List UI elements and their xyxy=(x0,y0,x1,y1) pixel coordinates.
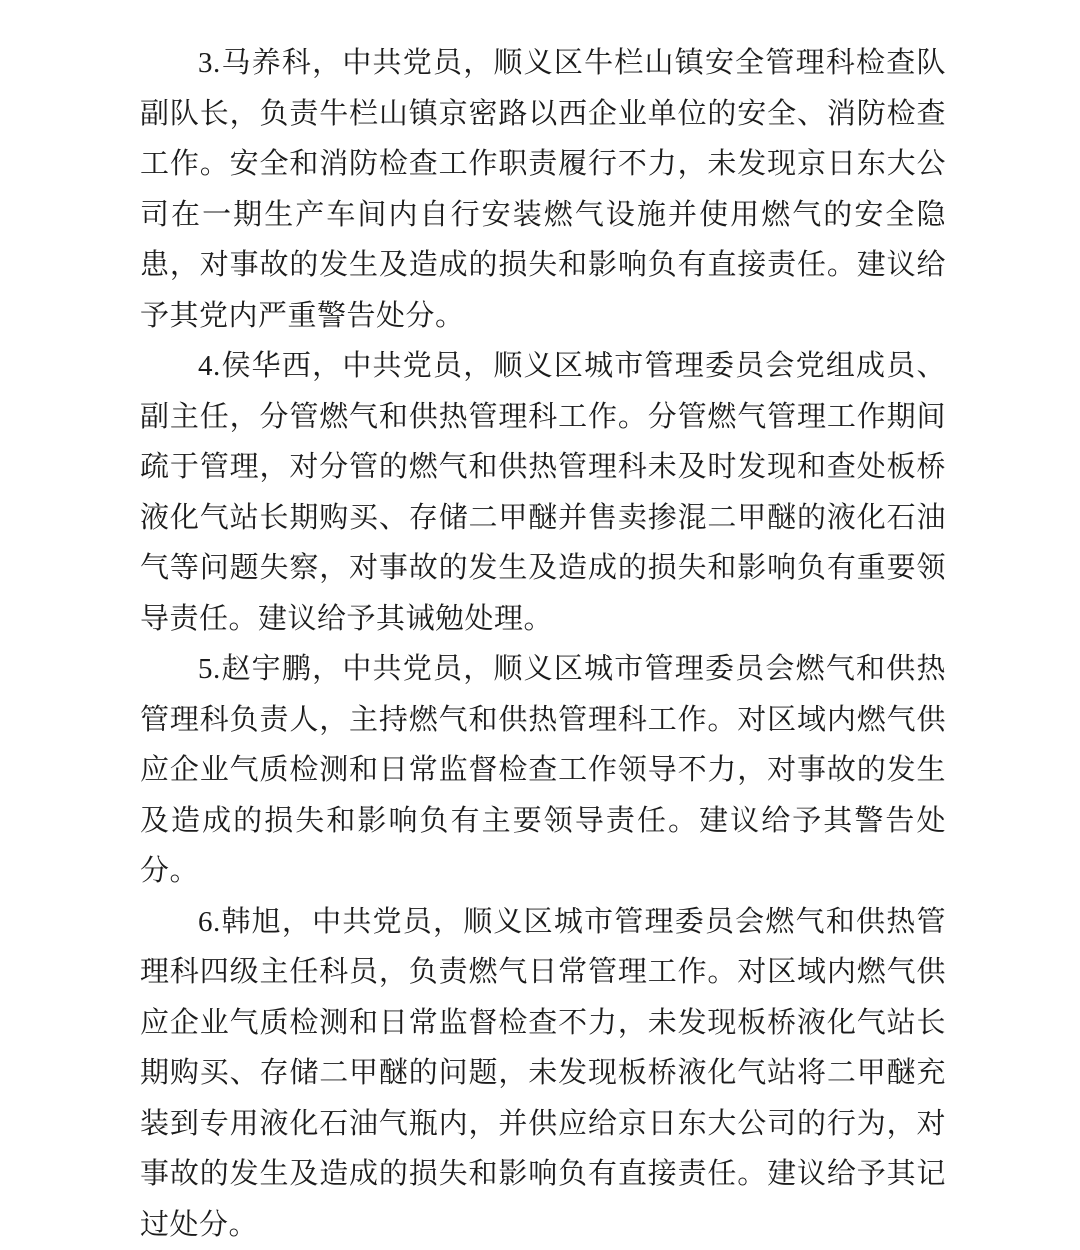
paragraph-item-4: 4.侯华西，中共党员，顺义区城市管理委员会党组成员、副主任，分管燃气和供热管理科工作。分管燃气管理工作期间疏于管理，对分管的燃气和供热管理科未及时发现和查处板桥液化气站长期购买、存储二甲醚并售卖掺混二甲醚的液化石油气等问题失察，对事故的发生及造成的损失和影响负有重要领导责任。建议给予其诫勉处理。 xyxy=(140,341,946,644)
paragraph-item-5: 5.赵宇鹏，中共党员，顺义区城市管理委员会燃气和供热管理科负责人，主持燃气和供热管理科工作。对区域内燃气供应企业气质检测和日常监督检查工作领导不力，对事故的发生及造成的损失和影响负有主要领导责任。建议给予其警告处分。 xyxy=(140,644,946,897)
document-body xyxy=(140,38,946,1250)
paragraph-item-6: 6.韩旭，中共党员，顺义区城市管理委员会燃气和供热管理科四级主任科员，负责燃气日常管理工作。对区域内燃气供应企业气质检测和日常监督检查不力，未发现板桥液化气站长期购买、存储二甲醚的问题，未发现板桥液化气站将二甲醚充装到专用液化石油气瓶内，并供应给京日东大公司的行为，对事故的发生及造成的损失和影响负有直接责任。建议给予其记过处分。 xyxy=(140,897,946,1250)
paragraph-item-3: 3.马养科，中共党员，顺义区牛栏山镇安全管理科检查队副队长，负责牛栏山镇京密路以西企业单位的安全、消防检查工作。安全和消防检查工作职责履行不力，未发现京日东大公司在一期生产车间内自行安装燃气设施并使用燃气的安全隐患，对事故的发生及造成的损失和影响负有直接责任。建议给予其党内严重警告处分。 xyxy=(140,38,946,341)
